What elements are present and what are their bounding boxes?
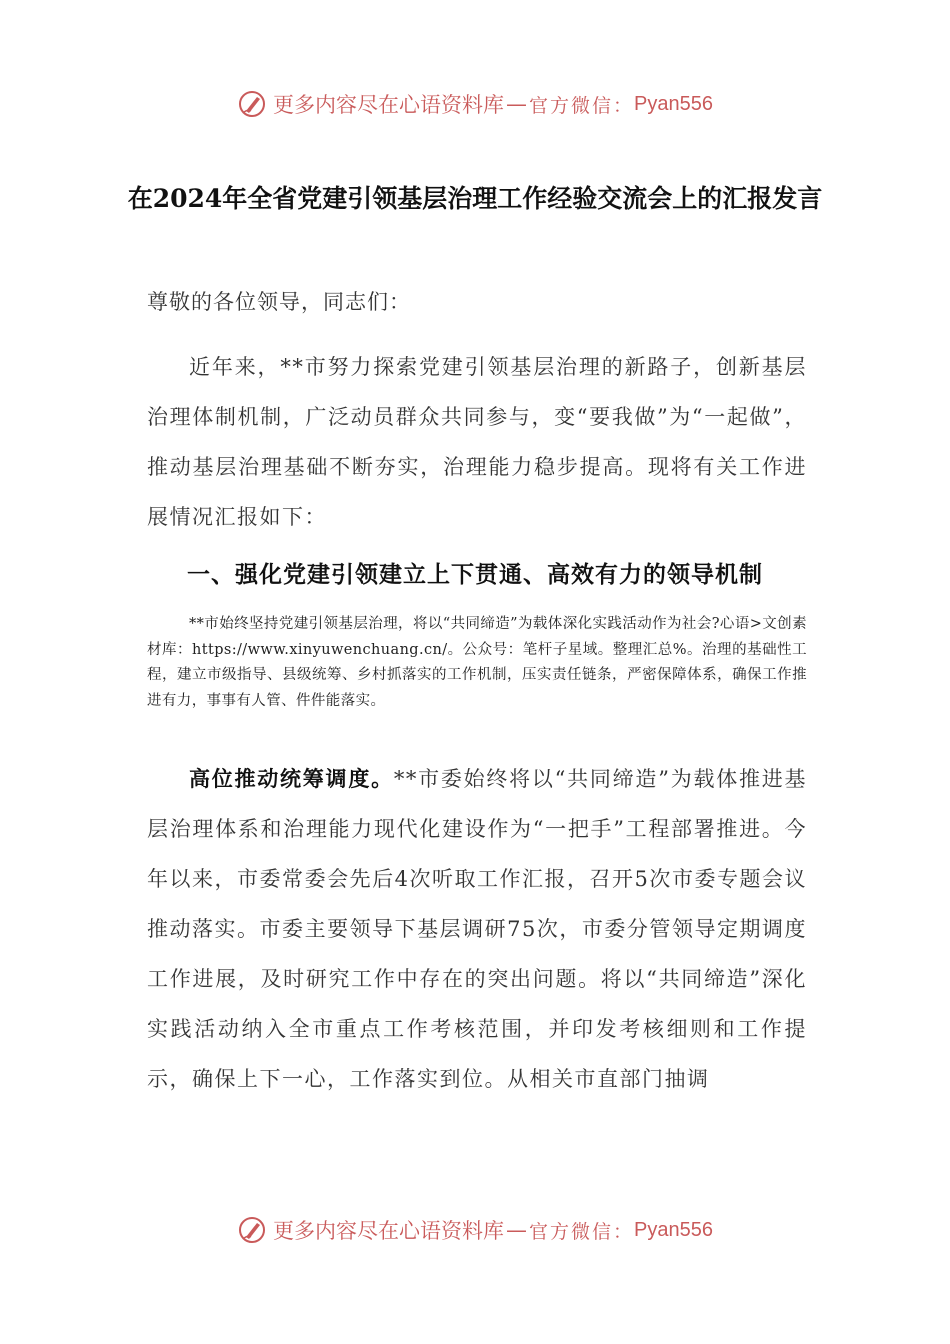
banner-wechat-label: 官方微信： xyxy=(529,94,635,117)
banner-promo-text: 更多内容尽在心语资料库 xyxy=(273,1219,504,1243)
document-title: 在2024年全省党建引领基层治理工作经验交流会上的汇报发言 xyxy=(127,184,823,213)
section-heading: 一、强化党建引领建立上下贯通、高效有力的领导机制 xyxy=(187,561,763,588)
salutation: 尊敬的各位领导，同志们： xyxy=(147,290,411,314)
banner-wechat-id: Pyan556 xyxy=(634,92,713,115)
paragraph-body: **市委始终将以“共同缔造”为载体推进基层治理体系和治理能力现代化建设作为“一把手”工程部署推进。今年以来，市委常委会先后4次听取工作汇报，召开5次市委专题会议推动落实。市委主要领导下基层调研75次，市委分管领导定期调度工作进展，及时研究工作中存在的突出问题。将以“共同缔造”深化实践活动纳入全市重点工作考核范围，并印发考核细则和工作提示，确保上下一心，工作落实到位。从相关市直部门抽调 xyxy=(147,767,807,1091)
banner-wechat-id: Pyan556 xyxy=(634,1218,713,1241)
pen-logo-icon xyxy=(237,89,267,119)
paragraph-lead: 高位推动统筹调度。 xyxy=(189,766,394,791)
section-summary-paragraph: **市始终坚持党建引领基层治理，将以“共同缔造”为载体深化实践活动作为社会?心语>文创素材库：https://www.xinyuwenchuang.cn/。公众号：笔杆子星域。整理汇总%。治理的基础性工程，建立市级指导、县级统筹、乡村抓落实的工作机制，压实责任链条，严密保障体系，确保工作推进有力，事事有人管、件件能落实。 xyxy=(147,616,807,709)
banner-wechat-label: 官方微信： xyxy=(529,1220,635,1243)
banner-dash: — xyxy=(506,92,527,116)
pen-logo-icon xyxy=(237,1215,267,1245)
banner-dash: — xyxy=(506,1218,527,1242)
header-banner xyxy=(0,84,950,124)
banner-promo-text: 更多内容尽在心语资料库 xyxy=(273,93,504,117)
intro-paragraph: 近年来，**市努力探索党建引领基层治理的新路子，创新基层治理体制机制，广泛动员群众共同参与，变“要我做”为“一起做”，推动基层治理基础不断夯实，治理能力稳步提高。现将有关工作进展情况汇报如下： xyxy=(147,355,807,529)
body-paragraph xyxy=(147,754,807,1104)
footer-banner xyxy=(0,1210,950,1250)
